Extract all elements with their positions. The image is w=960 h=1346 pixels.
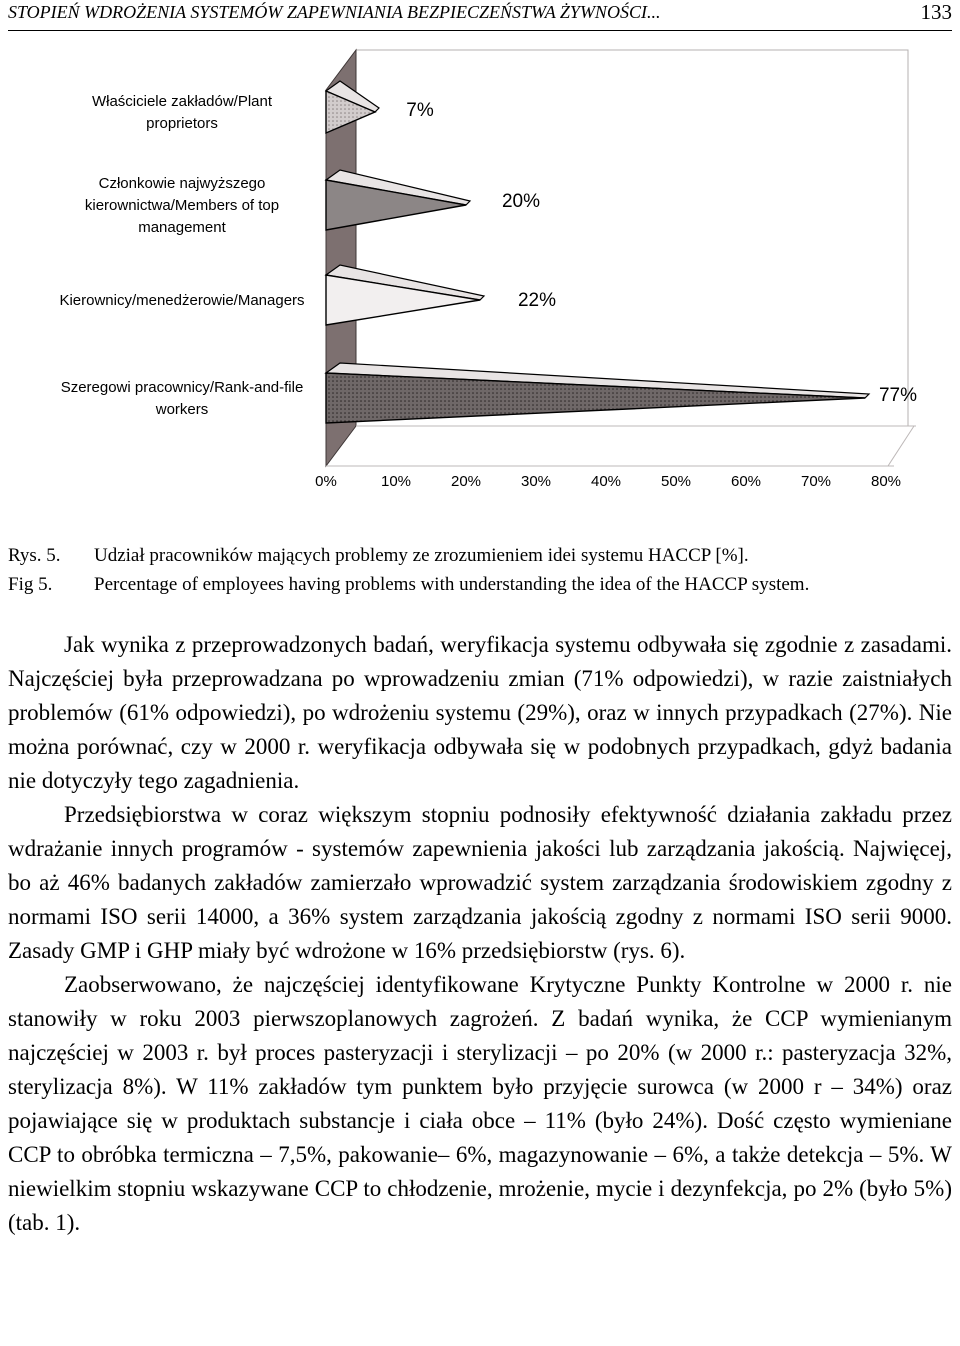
chart-floor-edge (888, 426, 914, 466)
value-label: 7% (406, 100, 434, 121)
x-tick-label: 50% (660, 473, 692, 490)
x-tick-label: 80% (870, 473, 902, 490)
chart-category-labels (59, 93, 304, 418)
category-label-line: Właściciele zakładów/Plant (91, 93, 273, 110)
category-label-line: kierownictwa/Members of top (84, 197, 280, 214)
x-tick-label: 60% (730, 473, 762, 490)
running-title: STOPIEŃ WDROŻENIA SYSTEMÓW ZAPEWNIANIA BEZPIECZEŃSTWA ŻYWNOŚCI... (8, 2, 661, 22)
category-label (61, 379, 304, 418)
category-label-line: proprietors (146, 115, 218, 132)
x-tick-label: 10% (380, 473, 412, 490)
category-label (59, 292, 304, 309)
x-tick-label: 20% (450, 473, 482, 490)
category-label-line: Szeregowi pracownicy/Rank-and-file (60, 379, 304, 396)
figure-title-en: Percentage of employees having problems with understanding the idea of the HACCP system. (94, 574, 810, 595)
figure-label-pl: Rys. 5. (8, 545, 61, 566)
page-number: 133 (920, 0, 952, 24)
figure-label-en: Fig 5. (8, 574, 53, 595)
x-tick-label: 70% (800, 473, 832, 490)
category-label-line: Członkowie najwyższego (98, 175, 266, 192)
paragraph-3: Zaobserwowano, że najczęściej identyfikowane Krytyczne Punkty Kontrolne w 2000 r. nie stanowiły w roku 2003 pierwszoplanowych zagrożeń. Z badań wynika, że CCP wymienianym najczęściej w 2003 r. był proces pasteryzacji i sterylizacji – po 20% (w 2000 r.: pasteryzacja 32%, sterylizacja 8%). W 11% zakładów tym punktem było przyjęcie surowca (w 2000 r – 34%) oraz pojawiające się w produktach substancje i ciała obce – 11% (było 24%). Dość często wymieniane CCP to obróbka termiczna – 7,5%, pakowanie– 6%, magazynowanie – 6%, a także detekcja – 5%. W niewielkim stopniu wskazywane CCP to chłodzenie, mrożenie, mycie i dezynfekcja, po 2% (było 5%) (tab. 1). (8, 972, 952, 1235)
value-label: 20% (501, 191, 541, 212)
category-label-line: Kierownicy/menedżerowie/Managers (59, 292, 305, 309)
category-label-line: workers (155, 401, 209, 418)
employee-problems-chart (0, 30, 960, 520)
body-text (8, 628, 952, 1240)
value-label: 77% (878, 385, 918, 406)
chart-x-tick-labels (315, 473, 901, 490)
x-tick-label: 30% (520, 473, 552, 490)
paragraph-1: Jak wynika z przeprowadzonych badań, weryfikacja systemu odbywała się zgodnie z zasadami. Najczęściej była przeprowadzana po wprowadzeniu zmian (71% odpowiedzi), w razie zaistniałych problemów (61% odpowiedzi), po wdrożeniu systemu (29%), oraz w innych przypadkach (27%). Nie można porównać, czy w 2000 r. weryfikacja odbywała się w podobnych przypadkach, gdyż badania nie dotyczyły tego zagadnienia. (8, 632, 952, 793)
paragraph-2: Przedsiębiorstwa w coraz większym stopniu podnosiły efektywność działania zakładu przez wdrażanie innych programów - systemów zapewnienia jakości lub zarządzania jakością. Najwięcej, bo aż 46% badanych zakładów zamierzało wprowadzić system zarządzania środowiskiem zgodny z normami ISO serii 14000, a 36% system zarządzania jakością zgodny z normami ISO serii 9000. Zasady GMP i GHP miały być wdrożone w 16% przedsiębiorstw (rys. 6). (8, 802, 952, 963)
category-label (85, 175, 279, 236)
x-tick-label: 40% (590, 473, 622, 490)
running-header (8, 0, 952, 31)
category-label (92, 93, 273, 132)
figure-title-pl: Udział pracowników mających problemy ze zrozumieniem idei systemu HACCP [%]. (94, 545, 749, 566)
category-label-line: management (138, 219, 226, 236)
x-tick-label: 0% (315, 473, 337, 490)
value-label: 22% (517, 290, 557, 311)
